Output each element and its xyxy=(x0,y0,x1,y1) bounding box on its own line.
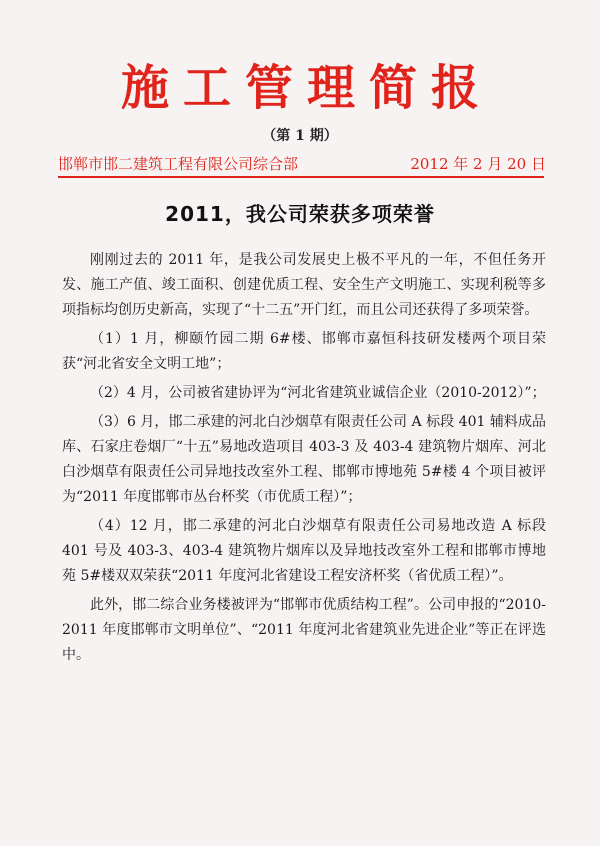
paragraph-intro: 刚刚过去的 2011 年，是我公司发展史上极不平凡的一年，不但任务开发、施工产值、竣工面积、创建优质工程、安全生产文明施工、实现利税等多项指标均创历史新高，实现了“十二五”开门红，而且公司还获得了多项荣誉。 xyxy=(62,252,546,318)
publisher-unit: 邯郸市邯二建筑工程有限公司综合部 xyxy=(58,155,299,173)
masthead-title: 施工管理简报 xyxy=(120,60,493,116)
publish-date: 2012 年 2 月 20 日 xyxy=(410,155,546,173)
paragraph-item-1: （1）1 月，柳颐竹园二期 6#楼、邯郸市嘉恒科技研发楼两个项目荣获“河北省安全文明工地”； xyxy=(62,331,546,372)
paragraph-item-2: （2）4 月，公司被省建协评为“河北省建筑业诚信企业（2010-2012）”； xyxy=(90,385,546,401)
article-title: 2011，我公司荣获多项荣誉 xyxy=(165,202,435,226)
red-divider xyxy=(58,176,544,178)
paragraph-item-4: （4）12 月，邯二承建的河北白沙烟草有限责任公司易地改造 A 标段 401 号及 403-3、403-4 建筑物片烟库以及异地技改室外工程和邯郸市博地苑 5#楼双双荣获“2011 年度河北省建设工程安济杯奖（省优质工程）”。 xyxy=(62,518,546,584)
paragraph-item-3: （3）6 月，邯二承建的河北白沙烟草有限责任公司 A 标段 401 辅料成品库、石家庄卷烟厂“十五”易地改造项目 403-3 及 403-4 建筑物片烟库、河北白沙烟草有限责任公司异地技改室外工程、邯郸市博地苑 5#楼 4 个项目被评为“2011 年度邯郸市丛台杯奖（市优质工程）”； xyxy=(62,414,546,505)
issue-number: （第 1 期） xyxy=(262,128,338,144)
article-body xyxy=(62,248,546,672)
sponsor-line xyxy=(58,153,546,175)
paragraph-closing: 此外，邯二综合业务楼被评为“邯郸市优质结构工程”。公司申报的“2010-2011 年度邯郸市文明单位”、“2011 年度河北省建筑业先进企业”等正在评选中。 xyxy=(62,597,546,663)
